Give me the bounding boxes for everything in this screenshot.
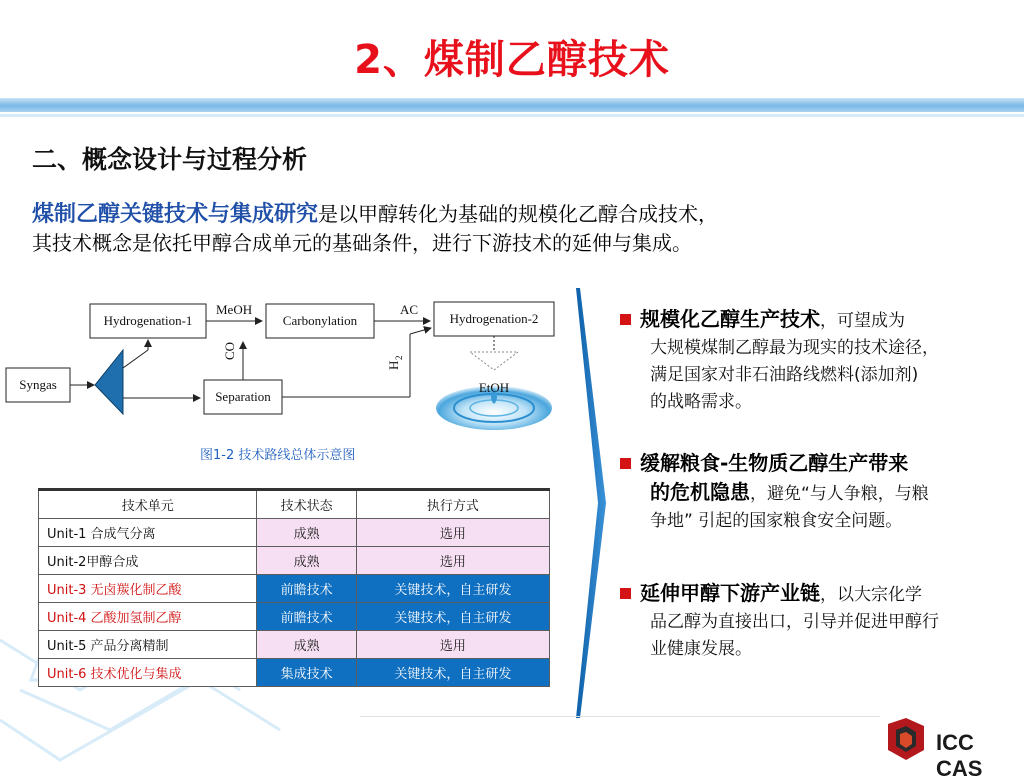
bullet-2-line2-rest: ，避免“与人争粮，与粮 [750,484,929,504]
bullet-point-2 [620,450,1008,535]
bullet-1-line3: 满足国家对非石油路线燃料(添加剂) [650,365,919,385]
unit-cell: Unit-3 无卤羰化制乙酸 [39,575,257,603]
mode-cell: 选用 [356,547,549,575]
status-cell: 成熟 [257,631,356,659]
table-header-status: 技术状态 [257,490,356,519]
table-row [39,575,550,603]
bullet-2-heading-cont: 的危机隐患 [650,480,750,504]
h2-subscript: 2 [394,355,404,360]
unit-cell: Unit-6 技术优化与集成 [39,659,257,687]
meoh-label: MeOH [216,302,253,317]
bullet-square-icon [620,588,631,599]
unit-cell: Unit-1 合成气分离 [39,519,257,547]
table-row [39,603,550,631]
technology-units-table [38,488,550,687]
title-underline-thin [0,114,1024,117]
table-row [39,659,550,687]
unit-cell: Unit-2甲醇合成 [39,547,257,575]
splitter-symbol [95,350,123,414]
bullet-3-heading: 延伸甲醇下游产业链 [640,581,820,605]
mode-cell: 关键技术，自主研发 [356,575,549,603]
separation-label: Separation [215,389,271,404]
table-header-row [39,490,550,519]
logo-text: ICC CAS [936,730,983,781]
bullet-1-line2: 大规模煤制乙醇最为现实的技术途径， [650,338,939,358]
divider-arrow [572,288,612,718]
unit-cell: Unit-5 产品分离精制 [39,631,257,659]
table-header-mode: 执行方式 [356,490,549,519]
status-cell: 集成技术 [257,659,356,687]
mode-cell: 关键技术，自主研发 [356,603,549,631]
mode-cell: 选用 [356,631,549,659]
ac-label: AC [400,302,419,317]
bullet-3-line3: 业健康发展。 [650,639,752,659]
syngas-label: Syngas [19,377,57,392]
status-cell: 成熟 [257,519,356,547]
bullet-3-line1-rest: ，以大宗化学 [820,585,922,605]
title-underline-bar [0,98,1024,112]
unit-cell: Unit-4 乙酸加氢制乙醇 [39,603,257,631]
table-row [39,519,550,547]
bullet-1-line4: 的战略需求。 [650,392,752,412]
bullet-1-heading: 规模化乙醇生产技术 [640,307,820,331]
table-row [39,631,550,659]
carbonylation-label: Carbonylation [282,313,358,328]
status-cell: 前瞻技术 [257,603,356,631]
intro-highlight: 煤制乙醇关键技术与集成研究 [32,202,319,227]
footer-divider [360,716,880,717]
bullet-1-line1-rest: ，可望成为 [820,311,905,331]
mode-cell: 选用 [356,519,549,547]
hydrogenation1-label: Hydrogenation-1 [103,313,193,328]
status-cell: 成熟 [257,547,356,575]
intro-line1-rest: 是以甲醇转化为基础的规模化乙醇合成技术， [318,202,719,226]
diagram-caption: 图1-2 技术路线总体示意图 [200,448,356,463]
h2-label: H [386,360,401,370]
bullet-3-line2: 品乙醇为直接出口，引导并促进甲醇行 [650,612,939,632]
mode-cell: 关键技术，自主研发 [356,659,549,687]
bullet-2-line3: 争地” 引起的国家粮食安全问题。 [650,511,903,531]
bullet-2-heading: 缓解粮食-生物质乙醇生产带来 [640,451,909,475]
section-heading: 二、概念设计与过程分析 [32,145,308,174]
bullet-square-icon [620,314,631,325]
intro-line2: 其技术概念是依托甲醇合成单元的基础条件，进行下游技术的延伸与集成。 [32,231,692,255]
process-flow-diagram [0,290,570,440]
bullet-point-3 [620,580,1008,663]
table-header-unit: 技术单元 [39,490,257,519]
slide-title: 2、煤制乙醇技术 [354,37,670,83]
table-row [39,547,550,575]
status-cell: 前瞻技术 [257,575,356,603]
bullet-point-1 [620,306,1008,416]
co-label: CO [222,341,237,360]
bullet-square-icon [620,458,631,469]
intro-paragraph [32,200,962,258]
etoh-label: EtOH [478,380,510,395]
hydrogenation2-label: Hydrogenation-2 [449,311,539,326]
